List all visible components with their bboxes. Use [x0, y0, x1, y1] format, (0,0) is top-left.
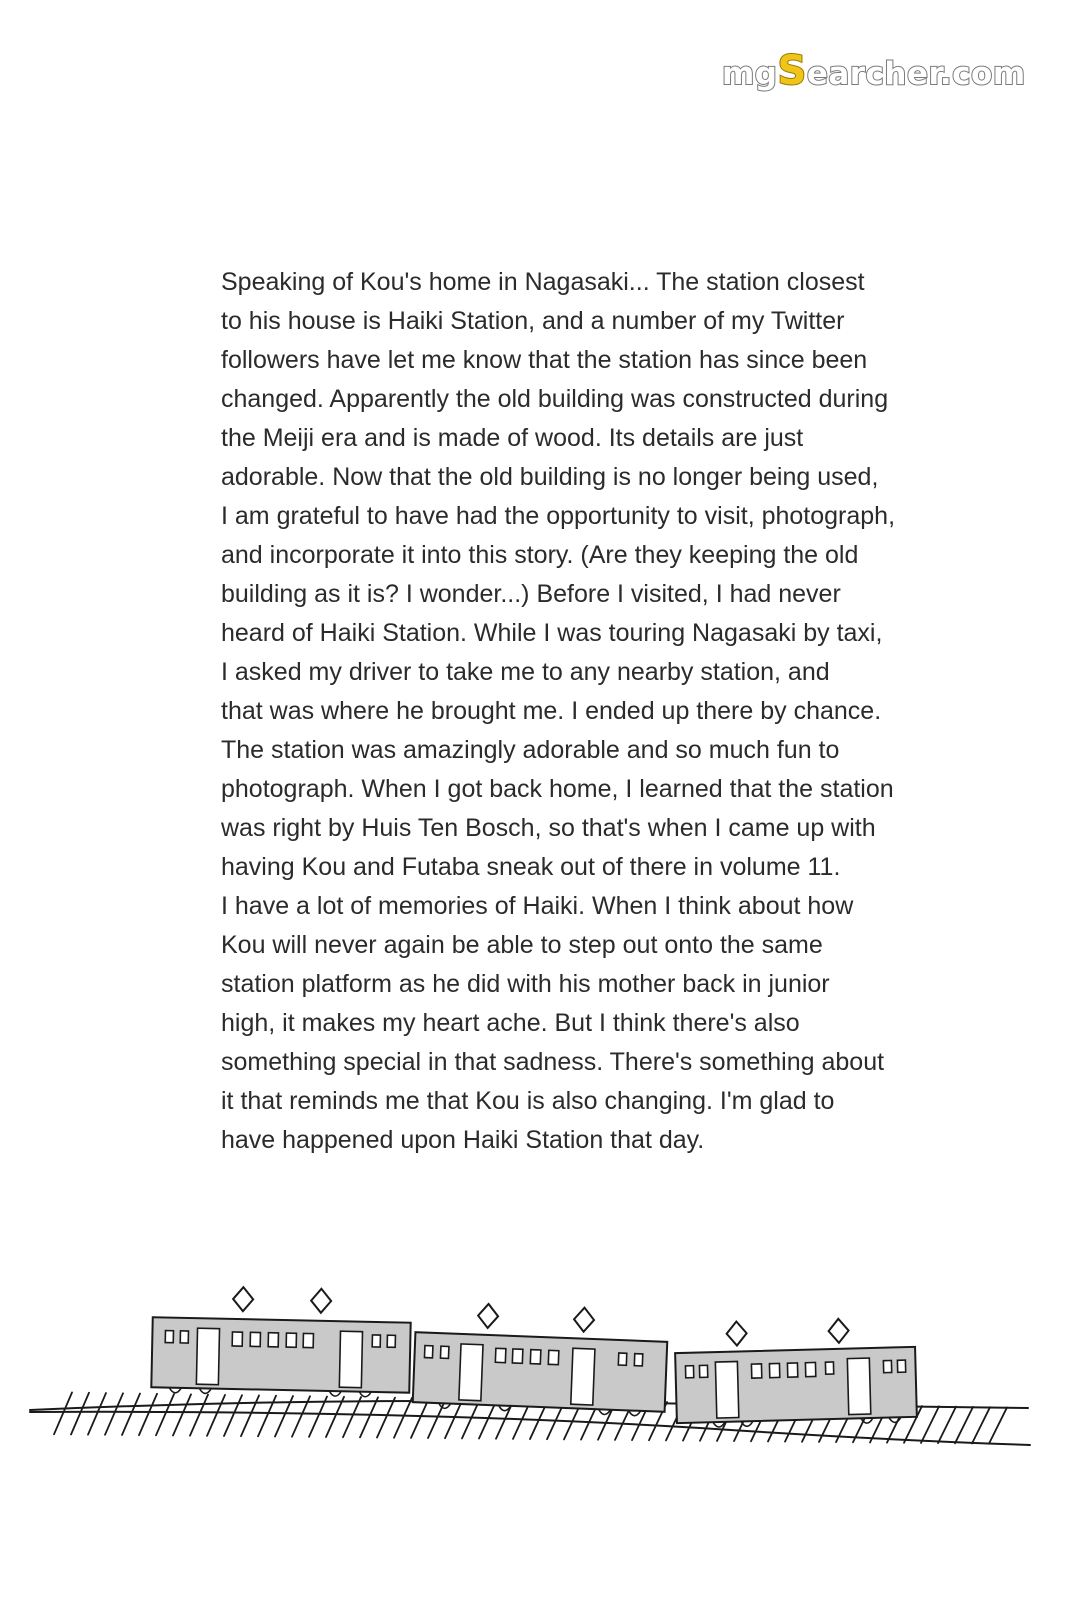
- text-line: I asked my driver to take me to any nearby station, and: [221, 658, 830, 686]
- train-car: [674, 1317, 917, 1428]
- afterword-text: [221, 263, 941, 1160]
- watermark-suffix: earcher.com: [806, 56, 1026, 92]
- text-line: station platform as he did with his mother back in junior: [221, 970, 830, 998]
- text-line: Speaking of Kou's home in Nagasaki... The station closest: [221, 268, 865, 296]
- train: [151, 1285, 917, 1428]
- train-car: [413, 1301, 669, 1417]
- text-line: have happened upon Haiki Station that day.: [221, 1126, 705, 1154]
- text-line: something special in that sadness. There's something about: [221, 1048, 885, 1076]
- text-line: was right by Huis Ten Bosch, so that's when I came up with: [221, 814, 876, 842]
- text-line: high, it makes my heart ache. But I think there's also: [221, 1009, 800, 1037]
- text-line: building as it is? I wonder...) Before I visited, I had never: [221, 580, 841, 608]
- text-line: changed. Apparently the old building was constructed during: [221, 385, 889, 413]
- text-line: to his house is Haiki Station, and a number of my Twitter: [221, 307, 845, 335]
- watermark-logo: [722, 48, 1038, 104]
- text-line: and incorporate it into this story. (Are they keeping the old: [221, 541, 859, 569]
- watermark-prefix: mg: [722, 56, 778, 92]
- text-line: Kou will never again be able to step out onto the same: [221, 931, 823, 959]
- text-line: it that reminds me that Kou is also changing. I'm glad to: [221, 1087, 835, 1115]
- text-line: that was where he brought me. I ended up there by chance.: [221, 697, 882, 725]
- text-line: photograph. When I got back home, I learned that the station: [221, 775, 894, 803]
- watermark-highlight: S: [777, 48, 807, 94]
- text-line: the Meiji era and is made of wood. Its details are just: [221, 424, 804, 452]
- text-line: I have a lot of memories of Haiki. When I think about how: [221, 892, 854, 920]
- text-line: followers have let me know that the station has since been: [221, 346, 868, 374]
- text-line: I am grateful to have had the opportunity to visit, photograph,: [221, 502, 896, 530]
- train-illustration: [0, 1270, 1067, 1470]
- text-line: The station was amazingly adorable and so much fun to: [221, 736, 840, 764]
- text-line: heard of Haiki Station. While I was touring Nagasaki by taxi,: [221, 619, 883, 647]
- text-line: adorable. Now that the old building is no longer being used,: [221, 463, 879, 491]
- train-car: [151, 1285, 411, 1397]
- text-line: having Kou and Futaba sneak out of there in volume 11.: [221, 853, 841, 881]
